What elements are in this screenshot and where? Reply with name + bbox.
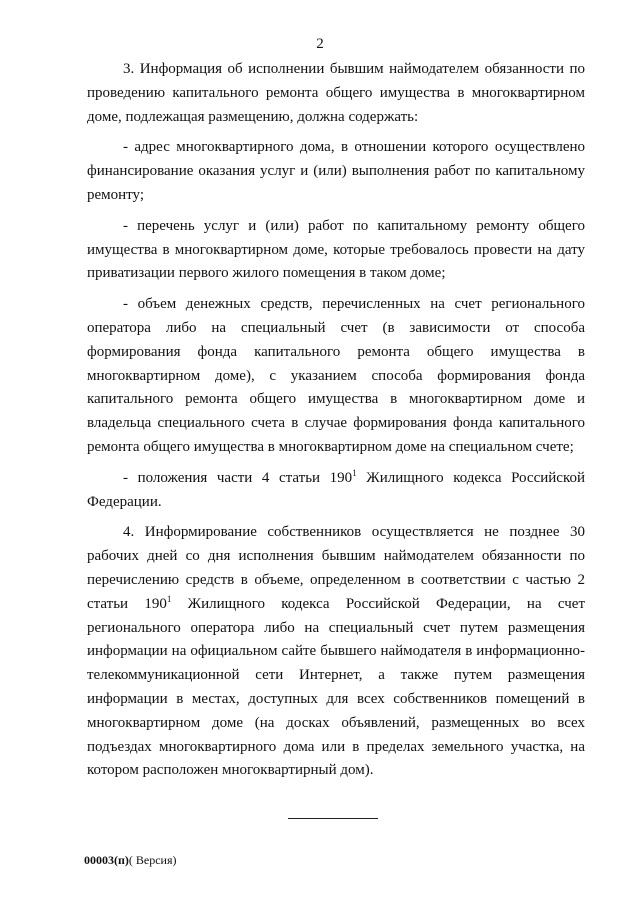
list-item-funds [87,293,585,460]
list-item-provisions [87,467,585,515]
footer-version: ( Версия) [128,853,177,867]
list-item-address-text: - адрес многоквартирного дома, в отношении которого осуществлено финансирование оказания услуг и (или) выполнения работ по капитальному ремонту; [87,139,585,203]
superscript-1: 1 [166,593,172,604]
list-item-address [87,136,585,207]
paragraph-3-text: 3. Информация об исполнении бывшим наймодателем обязанности по проведению капитального ремонта общего имущества в многоквартирном доме, подлежащая размещению, должна содержать: [87,61,585,125]
list-item-provisions-before: - положения части 4 статьи 190 [123,469,353,486]
page-number: 2 [316,36,324,52]
list-item-works [87,215,585,286]
list-item-works-text: - перечень услуг и (или) работ по капитальному ремонту общего имущества в многоквартирном доме, которые требовалось провести на дату приватизации первого жилого помещения в таком доме; [87,217,585,282]
list-item-provisions-after: Жилищного кодекса Российской Федерации. [87,469,586,510]
list-item-funds-text: - объем денежных средств, перечисленных на счет регионального оператора либо на специальный счет (в зависимости от способа формирования фонда капитального ремонта общего имущества в многоквартирном доме), с указанием способа формирования фонда капитального ремонта общего имущества в многоквартирном доме и владельца специального счета в случае формирования фонда капитального ремонта общего имущества в многоквартирном доме на специальном счете; [87,296,585,455]
document-body [87,58,585,783]
footer-code: 00003(п) [84,853,129,867]
end-divider [288,818,378,819]
footer-document-code [84,853,177,868]
paragraph-4-before: 4. Информирование собственников осуществляется не позднее 30 рабочих дней со дня исполнения бывшим наймодателем обязанности по перечислению средств в объеме, определенном в соответствии с частью 2 статьи 190 [87,524,585,612]
paragraph-3 [87,58,585,129]
paragraph-4 [87,521,585,783]
paragraph-4-after: Жилищного кодекса Российской Федерации, на счет регионального оператора либо на специальный счет путем размещения информации на официальном сайте бывшего наймодателя в информационно-телекоммуникационной сети Интернет, а также путем размещения информации в местах, доступных для всех собственников помещений в многоквартирном доме (на досках объявлений, размещенных во всех подъездах многоквартирного дома или в пределах земельного участка, на котором расположен многоквартирный дом). [87,595,585,779]
superscript-1: 1 [352,467,357,478]
